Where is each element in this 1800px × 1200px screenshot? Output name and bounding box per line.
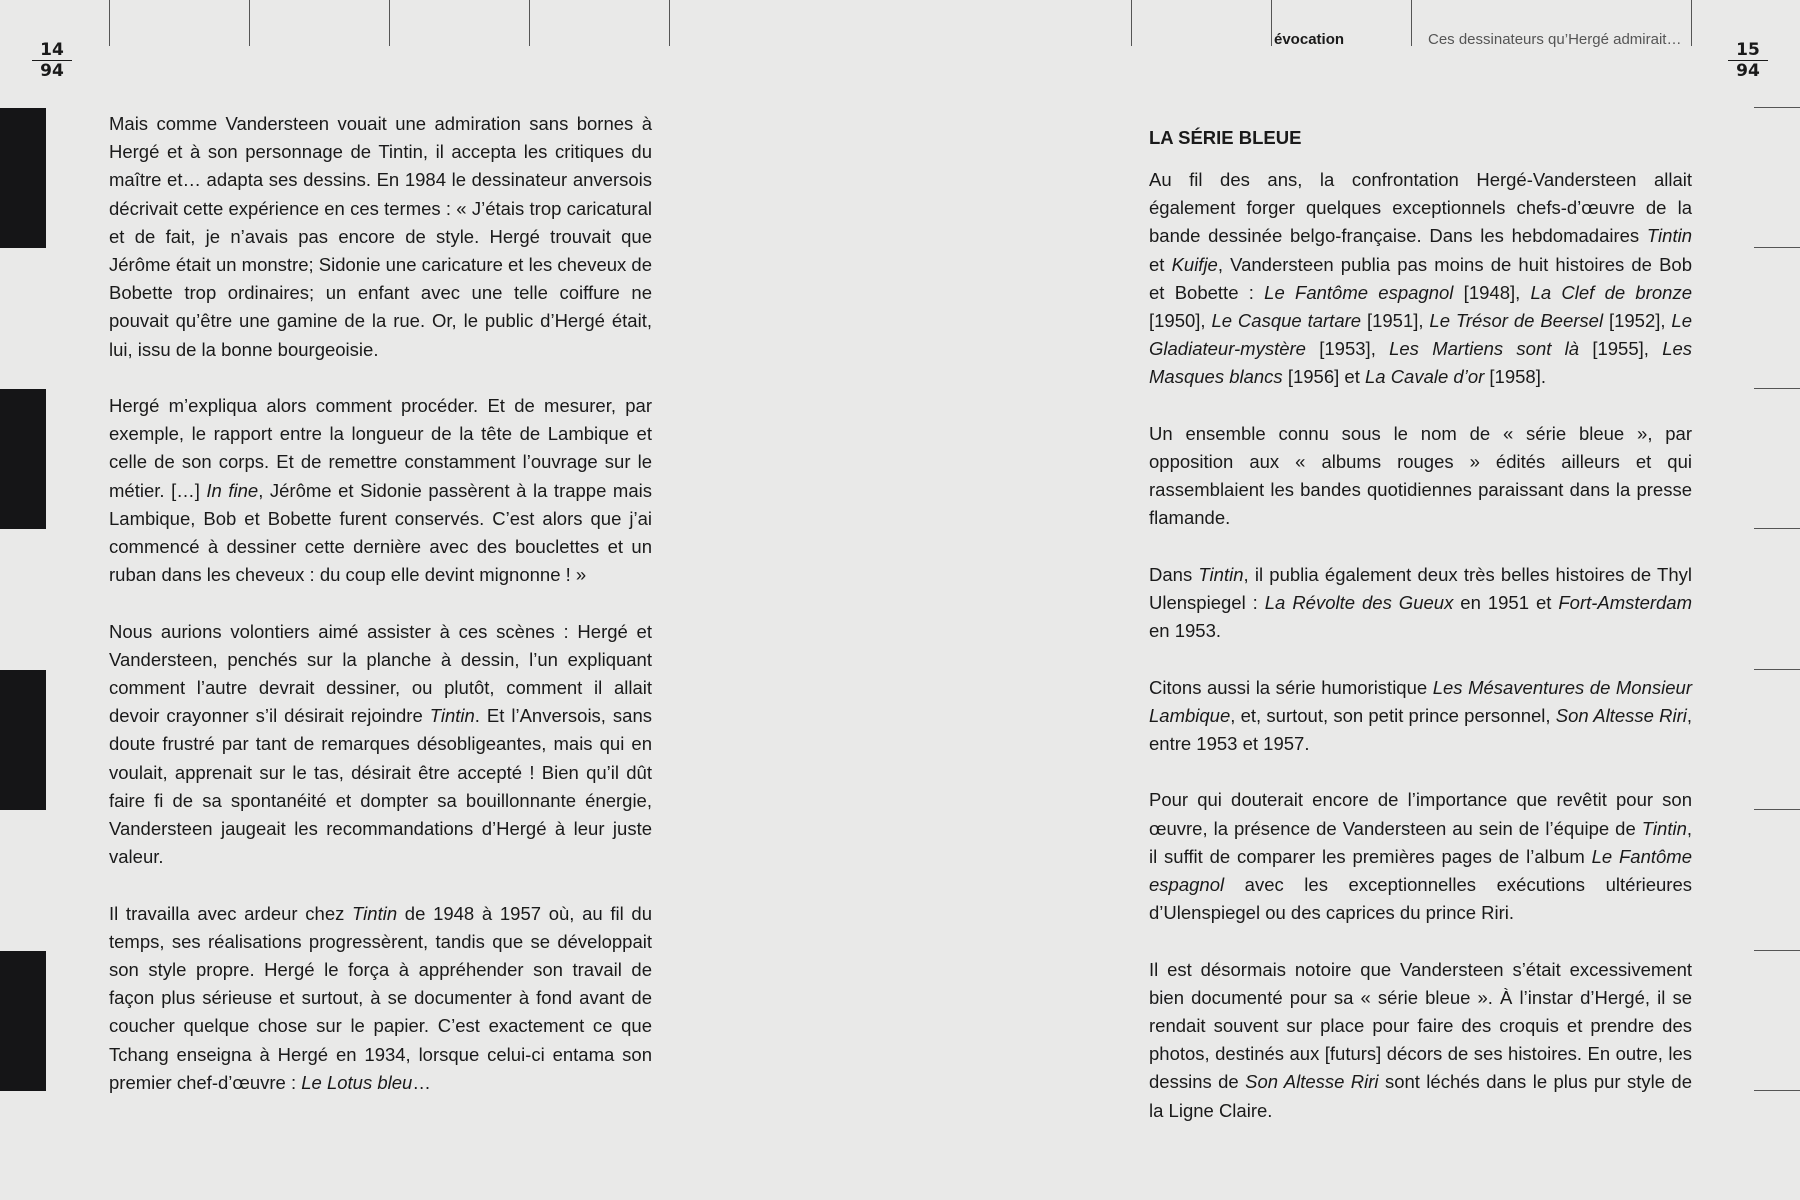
left-page-number <box>32 40 72 81</box>
right-edge-line <box>1754 809 1800 810</box>
left-edge-bar <box>0 108 46 248</box>
italic-title: Tintin <box>1641 817 1687 839</box>
paragraph: Dans Tintin, il publia également deux très belles histoires de Thyl Ulenspiegel : La Révolte des Gueux en 1951 et Fort-Amsterdam en 1953. <box>1149 563 1693 642</box>
italic-title: Tintin <box>1646 225 1692 247</box>
top-tick-mark <box>1131 0 1132 46</box>
italic-title: Le Gladiateur-mystère <box>1149 310 1692 360</box>
italic-title: Le Casque tartare <box>1211 310 1362 332</box>
page-number-total: 94 <box>1736 61 1760 81</box>
top-tick-mark <box>669 0 670 46</box>
left-edge-bar <box>0 951 46 1091</box>
italic-title: Kuifje <box>1171 253 1218 275</box>
top-tick-mark <box>389 0 390 46</box>
italic-title: Son Altesse Riri <box>1245 1071 1379 1093</box>
italic-title: Le Lotus bleu <box>301 1071 413 1093</box>
italic-title: Tintin <box>429 705 475 727</box>
top-tick-mark <box>109 0 110 46</box>
left-edge-bar <box>0 670 46 810</box>
left-edge-bar <box>0 389 46 529</box>
paragraph: Un ensemble connu sous le nom de « série bleue », par opposition aux « albums rouges » édités ailleurs et qui rassemblaient les bandes quotidiennes paraissant dans la presse flamande. <box>1149 422 1692 529</box>
italic-title: Tintin <box>1198 563 1244 585</box>
italic-title: Le Fantôme espagnol <box>1149 845 1692 896</box>
paragraph: Citons aussi la série humoristique Les Mésaventures de Monsieur Lambique, et, surtout, son petit prince personnel, Son Altesse Riri, entre 1953 et 1957. <box>1149 676 1692 755</box>
top-tick-mark <box>529 0 530 46</box>
top-tick-mark <box>1271 0 1272 46</box>
italic-title: Fort-Amsterdam <box>1558 592 1693 614</box>
right-edge-line <box>1754 528 1800 529</box>
page-number-total: 94 <box>40 61 64 81</box>
italic-title: Son Altesse Riri <box>1555 704 1687 726</box>
top-tick-mark <box>249 0 250 46</box>
paragraph: Nous aurions volontiers aimé assister à ces scènes : Hergé et Vandersteen, penchés sur la planche à dessin, l’un expliquant comment l’autre devrait dessiner, ou plutôt, comment il allait devoir crayonner s’il désirait rejoindre Tintin. Et l’Anversois, sans doute frustré par tant de remarques désobligeantes, mais qui en voulait, apprenait sur le tas, désirait être accepté ! Bien qu’il dût faire fi de sa spontanéité et dompter sa bouillonnante énergie, Vandersteen jaugeait les recommandations d’Hergé à leur juste valeur. <box>109 620 652 868</box>
right-edge-line <box>1754 247 1800 248</box>
right-edge-line <box>1754 388 1800 389</box>
paragraph: Il est désormais notoire que Vandersteen s’était excessivement bien documenté pour sa « série bleue ». À l’instar d’Hergé, il se rendait souvent sur place pour faire des croquis et prendre des photos, destinés aux [futurs] décors de ses histoires. En outre, les dessins de Son Altesse Riri sont léchés dans le plus pur style de la Ligne Claire. <box>1149 958 1692 1121</box>
paragraph: Pour qui douterait encore de l’importance que revêtit pour son œuvre, la présence de Vandersteen au sein de l’équipe de Tintin, il suffit de comparer les premières pages de l’album Le Fantôme espagnol avec les exceptionnelles exécutions ultérieures d’Ulenspiegel ou des caprices du prince Riri. <box>1149 789 1692 924</box>
right-edge-line <box>1754 1090 1800 1091</box>
italic-title: La Révolte des Gueux <box>1264 592 1454 614</box>
italic-title: Les Masques blancs <box>1149 338 1693 388</box>
italic-title: Tintin <box>352 902 398 924</box>
top-tick-mark <box>1691 0 1692 46</box>
running-header-title: Ces dessinateurs qu’Hergé admirait… <box>1428 31 1682 48</box>
paragraph: Il travailla avec ardeur chez Tintin de 1948 à 1957 où, au fil du temps, ses réalisations progressèrent, tandis que se développait son style propre. Hergé le força à appréhender son travail de façon plus sérieuse et surtout, à se documenter à fond avant de coucher quelque chose sur le papier. C’est exactement ce que Tchang enseigna à Hergé en 1934, lorsque celui-ci entama son premier chef-d’œuvre : Le Lotus bleu… <box>109 902 652 1093</box>
italic-title: Le Trésor de Beersel <box>1429 310 1604 332</box>
paragraph: Mais comme Vandersteen vouait une admiration sans bornes à Hergé et à son personnage de Tintin, il accepta les critiques du maître et… adapta ses dessins. En 1984 le dessinateur anversois décrivait cette expérience en ces termes : « J’étais trop caricatural et de fait, je n’avais pas encore de style. Hergé trouvait que Jérôme était un monstre; Sidonie une caricature et les cheveux de Bobette trop ordinaires; un enfant avec une telle coiffure ne pouvait qu’être une gamine de la rue. Or, le public d’Hergé était, lui, issu de la bonne bourgeoisie. <box>109 113 652 360</box>
right-edge-line <box>1754 950 1800 951</box>
paragraph: Au fil des ans, la confrontation Hergé-Vandersteen allait également forger quelques exceptionnels chefs-d’œuvre de la bande dessinée belgo-française. Dans les hebdomadaires Tintin et Kuifje, Vandersteen publia pas moins de huit histoires de Bob et Bobette : Le Fantôme espagnol [1948], La Clef de bronze [1950], Le Casque tartare [1951], Le Trésor de Beersel [1952], Le Gladiateur-mystère [1953], Les Martiens sont là [1955], Les Masques blancs [1956] et La Cavale d’or [1958]. <box>1149 169 1693 388</box>
italic-title: In fine <box>206 479 259 501</box>
italic-title: Le Fantôme espagnol <box>1264 281 1454 303</box>
left-page-text <box>109 110 652 1125</box>
italic-title: Les Mésaventures de Monsieur Lambique <box>1149 676 1692 726</box>
right-page-number <box>1728 40 1768 81</box>
italic-title: La Clef de bronze <box>1530 281 1692 303</box>
paragraph: Hergé m’expliqua alors comment procéder. Et de mesurer, par exemple, le rapport entre la longueur de la tête de Lambique et celle de son corps. Et de remettre constamment l’ouvrage sur le métier. […] In fine, Jérôme et Sidonie passèrent à la trappe mais Lambique, Bob et Bobette furent conservés. C’est alors que j’ai commencé à dessiner cette dernière avec des bouclettes et un ruban dans les cheveux : du coup elle devint mignonne ! » <box>109 395 652 586</box>
running-header-section: évocation <box>1274 31 1345 48</box>
right-edge-line <box>1754 669 1800 670</box>
section-heading: LA SÉRIE BLEUE <box>1149 127 1302 148</box>
top-tick-mark <box>1411 0 1412 46</box>
right-page-text <box>1149 124 1692 1153</box>
page-number-current: 14 <box>32 40 72 61</box>
italic-title: Les Martiens sont là <box>1389 338 1580 360</box>
italic-title: La Cavale d’or <box>1364 366 1485 388</box>
page-number-current: 15 <box>1728 40 1768 61</box>
right-edge-line <box>1754 107 1800 108</box>
